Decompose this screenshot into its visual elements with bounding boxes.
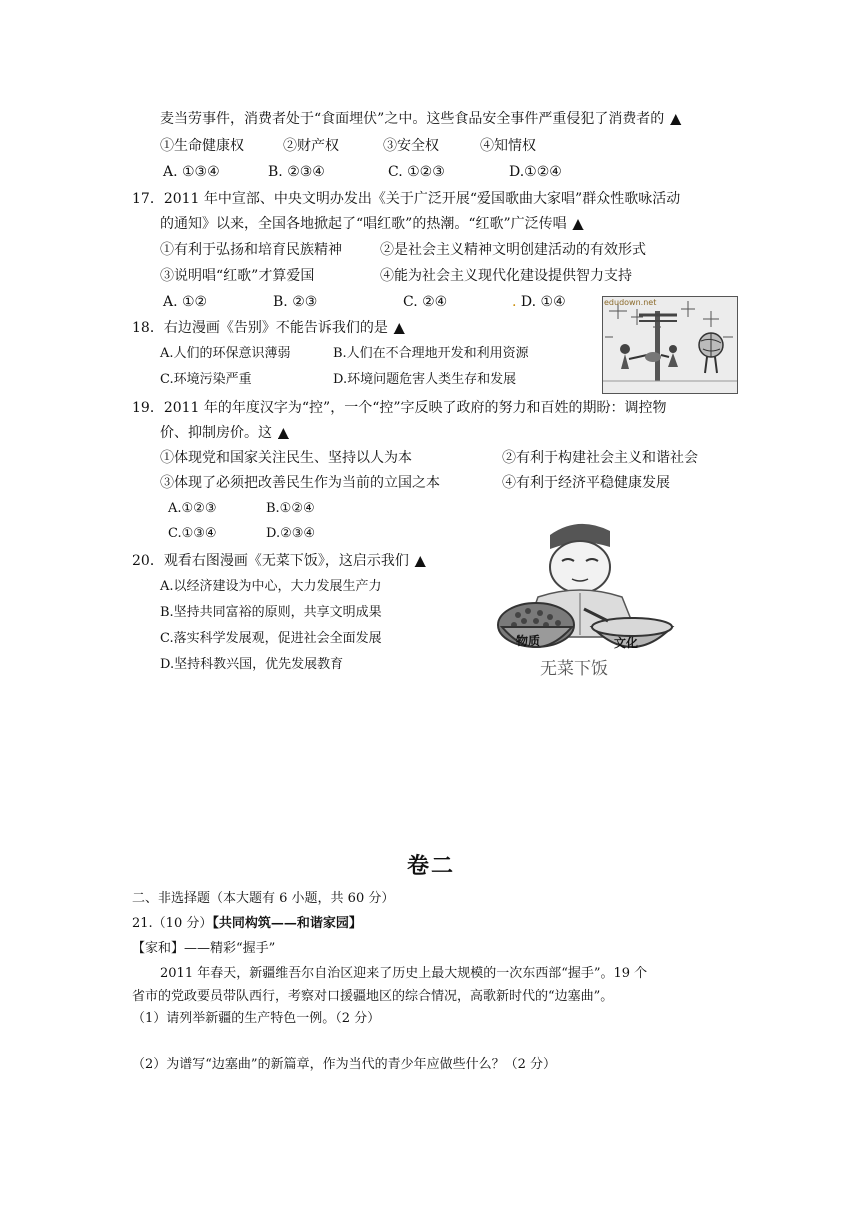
no-dishes-cartoon [488, 517, 678, 682]
q16-choice-c: C. ①②③ [388, 164, 445, 180]
q21-subquestion-1: （1）请列举新疆的生产特色一例。（2 分） [132, 1011, 381, 1026]
q17-option-3: ③说明唱“红歌”才算爱国 [160, 268, 315, 284]
q19-answer-blank: ▲ [278, 425, 289, 441]
q19-option-2: ②有利于构建社会主义和谐社会 [502, 450, 698, 466]
q18-choice-b: B.人们在不合理地开发和利用资源 [333, 346, 529, 361]
bowl-left-label: 物质 [516, 634, 541, 648]
q17-choice-d-line [512, 293, 566, 311]
q18-choice-c: C.环境污染严重 [160, 372, 252, 387]
q17-choice-b: B. ②③ [273, 294, 318, 310]
q17-line-1: 17．2011 年中宣部、中央文明办发出《关于广泛开展“爱国歌曲大家唱”群众性歌咏活动 [132, 191, 681, 207]
section-heading: 二、非选择题（本大题有 6 小题，共 60 分） [132, 891, 395, 906]
q19-option-4: ④有利于经济平稳健康发展 [502, 475, 670, 491]
q19-line-2-text: 价、抑制房价。这 [160, 425, 272, 441]
q20-answer-blank: ▲ [414, 553, 426, 569]
q17-option-2: ②是社会主义精神文明创建活动的有效形式 [380, 242, 646, 258]
q18-choice-d: D.环境问题危害人类生存和发展 [333, 372, 517, 387]
part2-title: 卷二 [407, 853, 456, 879]
q16-stem-text: 麦当劳事件，消费者处于“食面埋伏”之中。这些食品安全事件严重侵犯了消费者的 [160, 111, 665, 127]
q18-choice-a: A.人们的环保意识薄弱 [160, 346, 291, 361]
q18-line-1 [132, 319, 411, 337]
q19-line-1: 19．2011 年的年度汉字为“控”，一个“控”字反映了政府的努力和百姓的期盼：调控物 [132, 400, 667, 416]
q21-heading [132, 915, 362, 933]
q19-choice-d: D.②③④ [266, 526, 316, 541]
q19-option-3: ③体现了必须把改善民生作为当前的立国之本 [160, 475, 440, 491]
q16-option-1: ①生命健康权 [160, 138, 244, 154]
q16-stem-line [160, 110, 687, 128]
farewell-cartoon-drawing [603, 297, 737, 393]
q17-choice-a: A. ①② [163, 294, 208, 310]
q18-answer-blank: ▲ [393, 320, 405, 336]
q20-stem-text: 20．观看右图漫画《无菜下饭》，这启示我们 [132, 553, 409, 569]
cartoon-caption: 无菜下饭 [540, 659, 608, 679]
q20-choice-b: B.坚持共同富裕的原则，共享文明成果 [160, 605, 382, 620]
q19-choice-a: A.①②③ [168, 501, 217, 516]
q16-answer-blank: ▲ [670, 111, 682, 127]
q17-choice-c: C. ②④ [403, 294, 448, 310]
q17-answer-blank: ▲ [572, 216, 584, 232]
q20-choice-c: C.落实科学发展观，促进社会全面发展 [160, 631, 382, 646]
q21-subheading: 【家和】——精彩“握手” [132, 941, 276, 956]
q16-option-2: ②财产权 [283, 138, 339, 154]
q21-subquestion-2: （2）为谱写“边塞曲”的新篇章，作为当代的青少年应做些什么？（2 分） [132, 1057, 556, 1072]
q16-option-3: ③安全权 [383, 138, 439, 154]
q20-choice-d: D.坚持科教兴国，优先发展教育 [160, 657, 344, 672]
q17-line-2-text: 的通知》以来，全国各地掀起了“唱红歌”的热潮。“红歌”广泛传唱 [160, 216, 567, 232]
q16-choice-d: D.①②④ [509, 164, 562, 180]
q16-choice-b: B. ②③④ [268, 164, 325, 180]
bowl-right-label: 文化 [614, 636, 639, 650]
q19-line-2 [160, 424, 295, 442]
q16-choice-a: A. ①③④ [163, 164, 220, 180]
q17-option-4: ④能为社会主义现代化建设提供智力支持 [380, 268, 632, 284]
q17-option-1: ①有利于弘扬和培育民族精神 [160, 242, 342, 258]
q19-choice-b: B.①②④ [266, 501, 315, 516]
q19-option-1: ①体现党和国家关注民生、坚持以人为本 [160, 450, 412, 466]
q21-score: 21.（10 分） [132, 916, 213, 931]
q17-line-2 [160, 215, 589, 233]
q17-stray-dot: . [512, 294, 517, 310]
q16-option-4: ④知情权 [480, 138, 536, 154]
q20-choice-a: A.以经济建设为中心，大力发展生产力 [160, 579, 382, 594]
q21-paragraph-line-1: 2011 年春天，新疆维吾尔自治区迎来了历史上最大规模的一次东西部“握手”。19 个 [160, 966, 648, 981]
no-dishes-cartoon-drawing [488, 517, 678, 682]
q17-choice-d: D. ①④ [520, 294, 566, 310]
farewell-cartoon [602, 296, 738, 394]
watermark-text: edudown.net [604, 298, 657, 307]
q20-line-1 [132, 552, 432, 570]
q16-option-line [160, 137, 244, 155]
q19-choice-c: C.①③④ [168, 526, 217, 541]
q18-stem-text: 18．右边漫画《告别》不能告诉我们的是 [132, 320, 388, 336]
q21-theme: 【共同构筑——和谐家园】 [212, 916, 362, 931]
q21-paragraph-line-2: 省市的党政要员带队西行，考察对口援疆地区的综合情况，高歌新时代的“边塞曲”。 [132, 989, 614, 1004]
